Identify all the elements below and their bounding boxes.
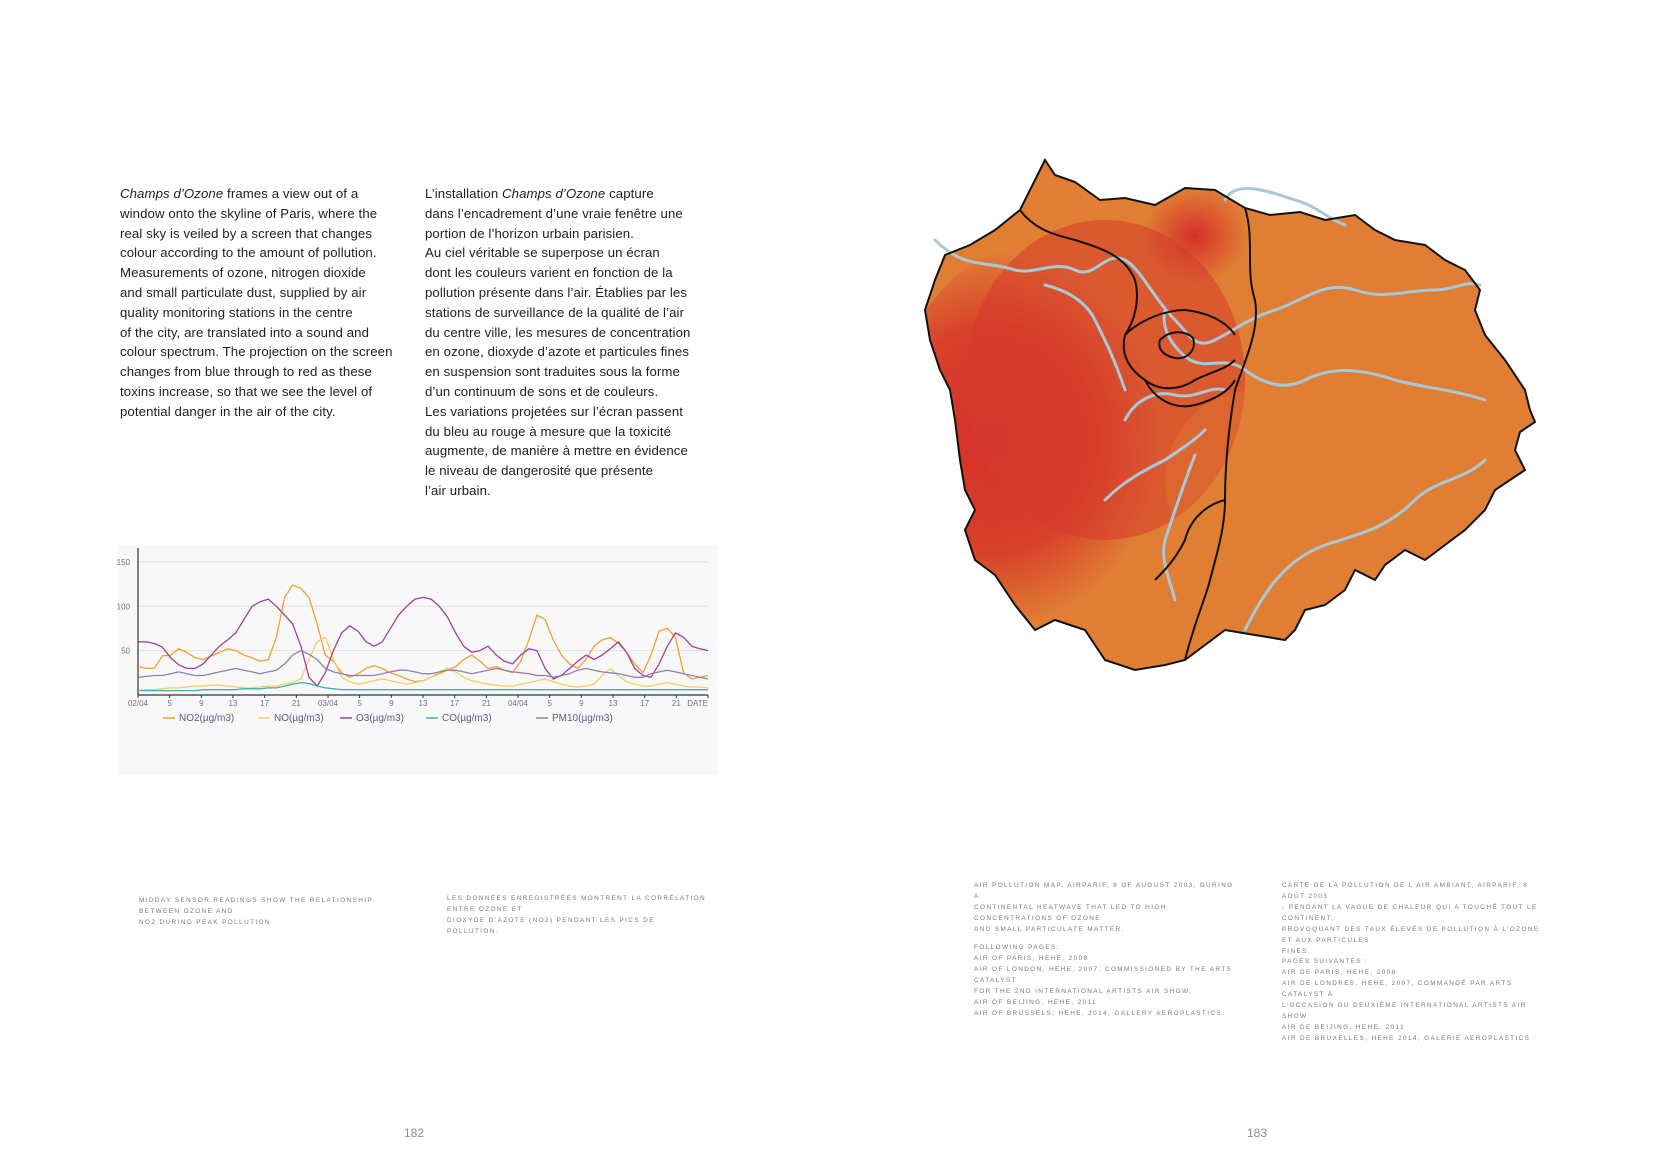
chart-svg [118,545,718,775]
right-page [827,0,1654,1170]
x-tick-label: 04/04 [507,699,529,708]
following-pages-english: FOLLOWING PAGES: AIR OF PARIS, HEHE, 2008 AIR OF LONDON, HEHE, 2007, COMMISSIONED BY THE ARTS CATALYST FOR THE 2ND INTERNATIONAL ARTISTS AIR SHOW, AIR OF BEIJING, HEHE, 2011 AIR OF BRUSSELS, HEHE, 2014, GALLERY AEROPLASTICS. [974,944,1233,1017]
x-tick-label: 17 [450,699,460,708]
x-tick-label: 21 [671,699,681,708]
x-tick-label: 5 [547,699,552,708]
legend-label: CO(µg/m3) [442,713,492,724]
x-tick-label: 13 [608,699,618,708]
following-pages-french: PAGES SUIVANTES : AIR DE PARIS, HEHE, 2008 AIR DE LONDRES, HEHE, 2007, COMMANDÉ PAR ARTS CATALYST À L’OCCASION DU DEUXIÈME INTERNATIONAL ARTISTS AIR SHOW AIR DE BEIJING, HEHE, 2011 AIR DE BRUXELLES, HEHE 2014, GALERIE AEROPLASTICS [1282,958,1531,1042]
x-tick-label: 02/04 [127,699,149,708]
x-tick-label: 17 [260,699,270,708]
y-tick-label: 50 [121,646,130,656]
x-tick-label: 13 [418,699,428,708]
x-tick-label: 17 [640,699,650,708]
x-tick-label: 13 [228,699,238,708]
legend-label: PM10(µg/m3) [552,713,613,724]
page-number-right: 183 [1247,1126,1268,1140]
x-tick-label: 9 [389,699,394,708]
map-caption-french: CARTE DE LA POLLUTION DE L’AIR AMBIANT, AIRPARIF, 8 AOÛT 2003 - PENDANT LA VAGUE DE CHALEUR QUI A TOUCHÉ TOUT LE CONTINENT, PROVOQUANT DES TAUX ÉLEVÉS DE POLLUTION À L’OZONE ET AUX PARTICULES FINES. [1282,882,1540,955]
map-caption-english: AIR POLLUTION MAP, AIRPARIF, 8 OF AUGUST 2003, DURING A CONTINENTAL HEATWAVE THAT LED TO HIGH CONCENTRATIONS OF OZONE AND SMALL PARTICULATE MATTER. [974,882,1234,933]
x-tick-label: 21 [291,699,301,708]
artwork-title: Champs d’Ozone [120,186,224,201]
pollution-gradient [885,160,1565,700]
paragraph-english-rest: frames a view out of a window onto the skyline of Paris, where the real sky is veiled by a screen that changes colour according to the amount of pollution. Measurements of ozone, nitrogen dioxide and small particulate dust, supplied by air quality monitoring stations in the centre of the city, are translated into a sound and colour spectrum. The projection on the screen changes from blue through to red as these toxins increase, so that we see the level of potential danger in the air of the city. [120,186,393,419]
pollution-map [925,160,1565,700]
y-tick-label: 100 [116,602,130,612]
chart-caption-english: MIDDAY SENSOR READINGS SHOW THE RELATIONSHIP BETWEEN OZONE AND NO2 DURING PEAK POLLUTION [139,897,373,926]
paragraph-english [120,184,410,422]
x-tick-label: DATE [687,699,708,708]
y-tick-label: 150 [116,557,130,567]
x-tick-label: 9 [199,699,204,708]
paragraph-french [425,184,725,501]
series-line [138,683,708,691]
paragraph-french-rest: capture dans l’encadrement d’une vraie fenêtre une portion de l’horizon urbain parisien. Au ciel véritable se superpose un écran dont les couleurs varient en fonction de la pollution présente dans l’air. Établies par les stations de surveillance de la qualité de l’air du centre ville, les mesures de concentration en ozone, dioxyde d’azote et particules fines en suspension sont traduites sous la forme d’un continuum de sons et de couleurs. Les variations projetées sur l’écran passent du bleu au rouge à mesure que la toxicité augmente, de manière à mettre en évidence le niveau de dangerosité que présente l’air urbain. [425,186,691,498]
x-tick-label: 9 [579,699,584,708]
x-tick-label: 5 [357,699,362,708]
x-tick-label: 21 [481,699,491,708]
x-tick-label: 03/04 [317,699,339,708]
series-line [138,651,708,679]
pollution-line-chart [118,545,718,775]
legend-label: O3(µg/m3) [356,713,404,724]
paragraph-french-start: L’installation [425,186,503,201]
artwork-title-fr: Champs d’Ozone [502,186,606,201]
legend-label: NO2(µg/m3) [179,713,235,724]
legend-label: NO(µg/m3) [274,713,324,724]
body-text-english [120,184,410,422]
series-line [138,585,708,682]
series-line [138,637,708,690]
map-svg [925,160,1565,700]
x-tick-label: 5 [167,699,172,708]
page-number-left: 182 [404,1126,425,1140]
chart-caption-french: LES DONNÉES ENREGISTRÉES MONTRENT LA CORRÉLATION ENTRE OZONE ET DIOXYDE D’AZOTE (NO2) PENDANT LES PICS DE POLLUTION. [447,895,707,935]
series-line [138,597,708,686]
body-text-french [425,184,725,501]
